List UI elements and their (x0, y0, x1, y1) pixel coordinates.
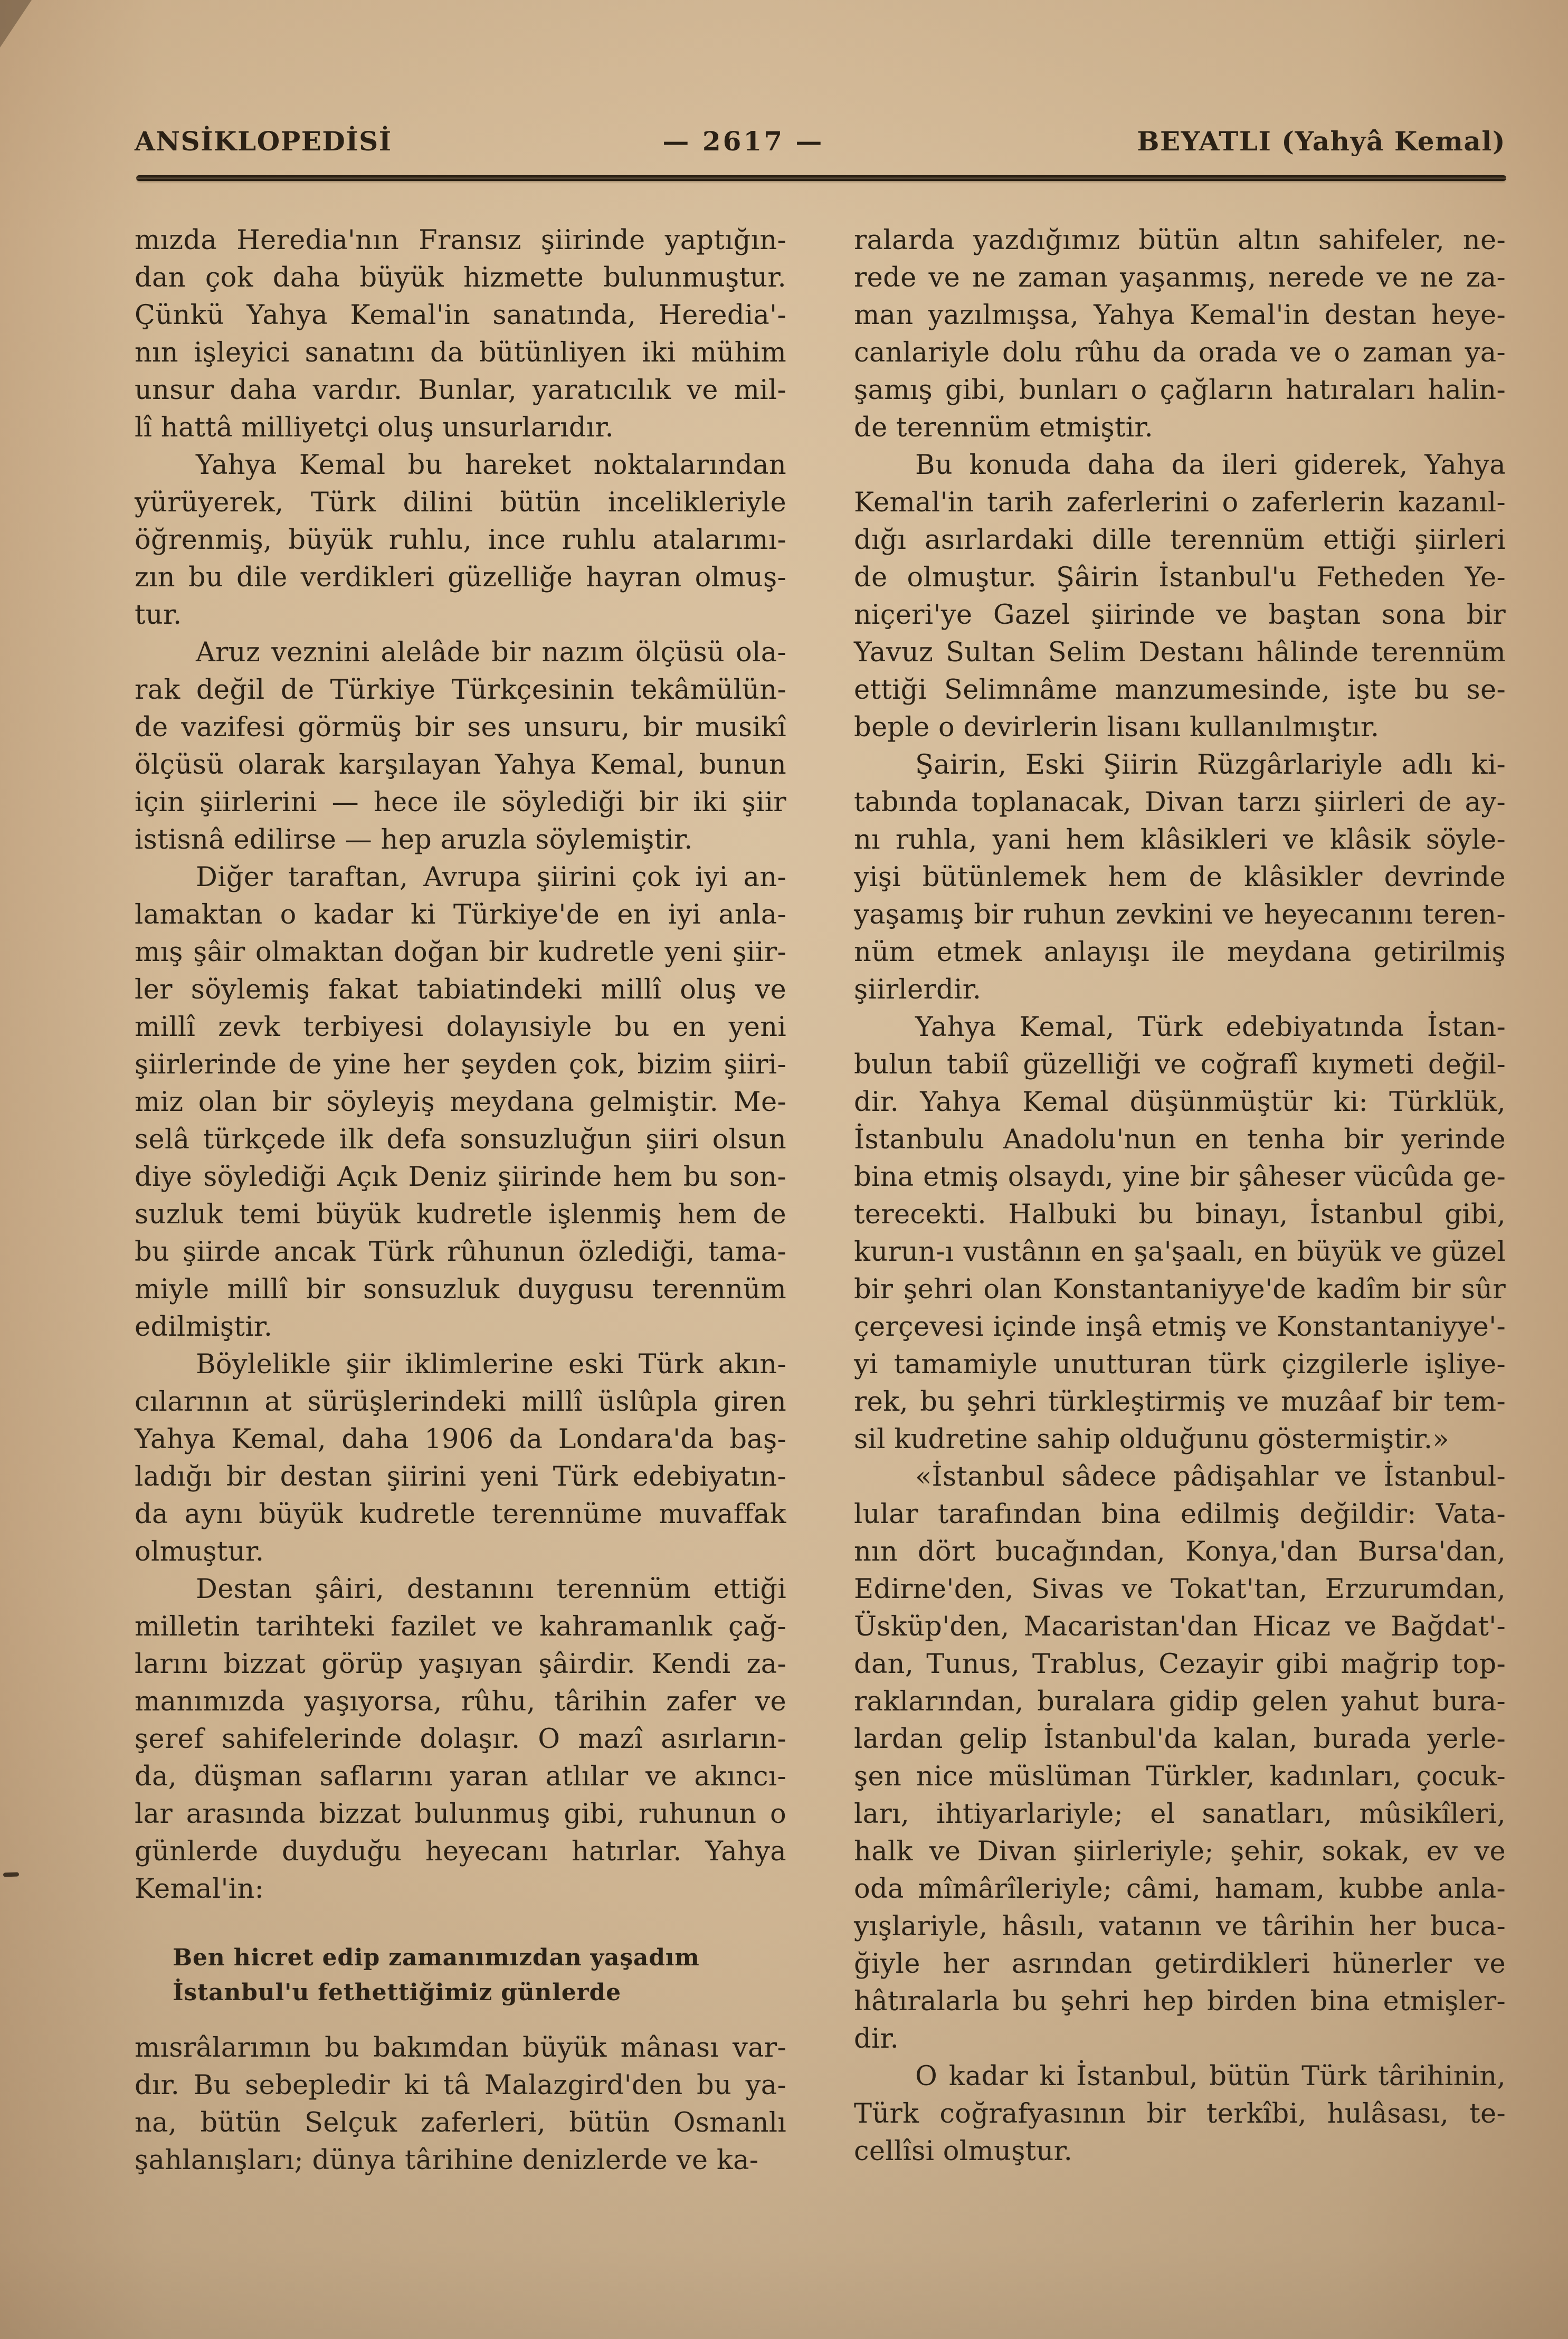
text-line: halk ve Divan şiirleriyle; şehir, sokak, ev ve (854, 1836, 1506, 1867)
text-line: şen nice müslüman Türkler, kadınları, çocuk- (854, 1761, 1506, 1792)
text-line: na, bütün Selçuk zaferleri, bütün Osmanlı (135, 2107, 786, 2138)
text-line: mızda Heredia'nın Fransız şiirinde yaptığın- (135, 225, 786, 256)
text-line: de olmuştur. Şâirin İstanbul'u Fetheden Ye- (854, 562, 1506, 593)
text-line: Şairin, Eski Şiirin Rüzgârlariyle adlı ki- (915, 749, 1506, 781)
text-line: cılarının at sürüşlerindeki millî üslûpla giren (135, 1386, 786, 1418)
text-line: tur. (135, 600, 182, 631)
text-line: de vazifesi görmüş bir ses unsuru, bir musikî (135, 712, 786, 743)
page-header (135, 126, 1506, 157)
text-line: terecekti. Halbuki bu binayı, İstanbul gibi, (854, 1199, 1506, 1230)
margin-mark (3, 1872, 19, 1877)
right-column (854, 222, 1506, 2179)
header-rule (136, 175, 1506, 181)
text-line: diye söylediği Açık Deniz şiirinde hem bu son- (135, 1162, 786, 1193)
text-line: tabında toplanacak, Divan tarzı şiirleri de ay- (854, 787, 1506, 818)
text-line: mısrâlarımın bu bakımdan büyük mânası var- (135, 2032, 786, 2064)
text-line: nın işleyici sanatını da bütünliyen iki mühim (135, 337, 786, 368)
text-line: dan, Tunus, Trablus, Cezayir gibi mağrip top- (854, 1649, 1506, 1680)
text-line: bir şehri olan Konstantaniyye'de kadîm bir sûr (854, 1274, 1506, 1305)
verse-line: Ben hicret edip zamanımızdan yaşadım (173, 1944, 700, 1971)
text-line: Destan şâiri, destanını terennüm ettiği (196, 1574, 786, 1605)
text-line: Diğer taraftan, Avrupa şiirini çok iyi an- (196, 862, 786, 893)
text-line: cellîsi olmuştur. (854, 2136, 1073, 2167)
text-line: dir. (854, 2023, 899, 2055)
text-line: hâtıralarla bu şehri hep birden bina etmişler- (854, 1986, 1506, 2017)
text-line: istisnâ edilirse — hep aruzla söylemiştir. (135, 824, 693, 855)
text-line: beple o devirlerin lisanı kullanılmıştır. (854, 712, 1380, 743)
text-line: manımızda yaşıyorsa, rûhu, târihin zafer ve (135, 1686, 786, 1717)
text-line: nın dört bucağından, Konya,'dan Bursa'dan, (854, 1536, 1506, 1567)
text-line: şeref sahifelerinde dolaşır. O mazî asırların- (135, 1724, 786, 1755)
text-line: günlerde duyduğu heyecanı hatırlar. Yahya (135, 1836, 786, 1867)
text-line: «İstanbul sâdece pâdişahlar ve İstanbul- (915, 1461, 1506, 1492)
text-line: suzluk temi büyük kudretle işlenmiş hem de (135, 1199, 786, 1230)
text-line: lardan gelip İstanbul'da kalan, burada yerle- (854, 1724, 1506, 1755)
text-line: dir. Yahya Kemal düşünmüştür ki: Türklük, (854, 1087, 1506, 1118)
page-number: — 2617 — (662, 126, 824, 157)
text-line: yişi bütünlemek hem de klâsikler devrinde (854, 862, 1506, 893)
text-line: yışlariyle, hâsılı, vatanın ve târihin her buca- (854, 1911, 1506, 1942)
text-line: ladığı bir destan şiirini yeni Türk edebiyatın- (135, 1461, 786, 1492)
scan-corner-artifact (0, 0, 32, 47)
text-line: Çünkü Yahya Kemal'in sanatında, Heredia'- (135, 300, 786, 331)
text-line: Edirne'den, Sivas ve Tokat'tan, Erzurumdan, (854, 1574, 1506, 1605)
text-body (135, 222, 1506, 2179)
text-line: oda mîmârîleriyle; câmi, hamam, kubbe anla- (854, 1874, 1506, 1905)
text-line: man yazılmışsa, Yahya Kemal'in destan heye- (854, 300, 1506, 331)
text-line: dır. Bu sebepledir ki tâ Malazgird'den bu ya- (135, 2070, 786, 2101)
text-line: bina etmiş olsaydı, yine bir şâheser vücûda ge- (854, 1162, 1506, 1193)
text-line: Yahya Kemal, daha 1906 da Londara'da baş- (135, 1424, 786, 1455)
text-line: şiirlerinde de yine her şeyden çok, bizim şiiri- (135, 1049, 786, 1080)
text-line: ler söylemiş fakat tabiatindeki millî oluş ve (135, 974, 786, 1005)
text-line: Aruz veznini alelâde bir nazım ölçüsü ola- (196, 637, 786, 668)
text-line: bu şiirde ancak Türk rûhunun özlediği, tama- (135, 1237, 786, 1268)
text-line: raklarından, buralara gidip gelen yahut bura- (854, 1686, 1506, 1717)
text-line: öğrenmiş, büyük ruhlu, ince ruhlu atalarımı- (135, 525, 786, 556)
text-line: millî zevk terbiyesi dolayısiyle bu en yeni (135, 1012, 786, 1043)
text-line: için şiirlerini — hece ile söylediği bir iki şiir (135, 787, 786, 818)
text-line: yaşamış bir ruhun zevkini ve heyecanını teren- (854, 899, 1506, 930)
text-line: Üsküp'den, Macaristan'dan Hicaz ve Bağdat'- (854, 1611, 1506, 1642)
text-line: miyle millî bir sonsuzluk duygusu terennüm (135, 1274, 786, 1305)
text-line: yi tamamiyle unutturan türk çizgilerle işliye- (854, 1349, 1506, 1380)
text-line: miz olan bir söyleyiş meydana gelmiştir. Me- (135, 1087, 786, 1118)
text-line: da, düşman saflarını yaran atlılar ve akıncı- (135, 1761, 786, 1792)
text-line: rak değil de Türkiye Türkçesinin tekâmülün- (135, 674, 786, 706)
text-line: mış şâir olmaktan doğan bir kudretle yeni şiir- (135, 937, 786, 968)
text-line: bulun tabiî güzelliği ve coğrafî kıymeti değil- (854, 1049, 1506, 1080)
text-line: selâ türkçede ilk defa sonsuzluğun şiiri olsun (135, 1124, 786, 1155)
text-line: dan çok daha büyük hizmette bulunmuştur. (135, 262, 786, 293)
text-line: unsur daha vardır. Bunlar, yaratıcılık ve mil- (135, 375, 786, 406)
text-line: milletin tarihteki fazilet ve kahramanlık çağ- (135, 1611, 786, 1642)
text-line: nüm etmek anlayışı ile meydana getirilmiş (854, 937, 1506, 968)
text-line: ölçüsü olarak karşılayan Yahya Kemal, bunun (135, 749, 786, 781)
text-line: dığı asırlardaki dille terennüm ettiği şiirleri (854, 525, 1506, 556)
encyclopedia-title: ANSİKLOPEDİSİ (135, 126, 392, 157)
text-line: çerçevesi içinde inşâ etmiş ve Konstantaniyye'- (854, 1311, 1506, 1343)
text-line: şamış gibi, bunları o çağların hatıraları halin- (854, 375, 1506, 406)
text-line: rek, bu şehri türkleştirmiş ve muzâaf bir tem- (854, 1386, 1506, 1418)
text-line: şiirlerdir. (854, 974, 982, 1005)
text-line: lî hattâ milliyetçi oluş unsurlarıdır. (135, 412, 614, 443)
text-line: larını bizzat görüp yaşıyan şâirdir. Kendi za- (135, 1649, 786, 1680)
text-line: rede ve ne zaman yaşanmış, nerede ve ne za- (854, 262, 1506, 293)
text-line: niçeri'ye Gazel şiirinde ve baştan sona bir (854, 600, 1506, 631)
text-line: Yavuz Sultan Selim Destanı hâlinde terennüm (854, 637, 1506, 668)
text-line: nı ruhla, yani hem klâsikleri ve klâsik söyle- (854, 824, 1506, 855)
text-line: olmuştur. (135, 1536, 264, 1567)
text-line: Kemal'in: (135, 1874, 264, 1905)
article-title: BEYATLI (Yahyâ Kemal) (1137, 126, 1506, 157)
text-line: da aynı büyük kudretle terennüme muvaffak (135, 1499, 786, 1530)
text-line: Kemal'in tarih zaferlerini o zaferlerin kazanıl- (854, 487, 1506, 518)
text-line: ettiği Selimnâme manzumesinde, işte bu se- (854, 674, 1506, 706)
text-line: lamaktan o kadar ki Türkiye'de en iyi anla- (135, 899, 786, 930)
text-line: sil kudretine sahip olduğunu göstermiştir.» (854, 1424, 1449, 1455)
text-line: Böylelikle şiir iklimlerine eski Türk akın- (196, 1349, 786, 1380)
text-line: Yahya Kemal, Türk edebiyatında İstan- (915, 1012, 1506, 1043)
verse-line: İstanbul'u fethettiğimiz günlerde (173, 1979, 621, 2006)
text-line: ları, ihtiyarlariyle; el sanatları, mûsikîleri, (854, 1799, 1506, 1830)
text-line: Yahya Kemal bu hareket noktalarından (196, 450, 786, 481)
left-column (135, 222, 786, 2179)
text-line: lar arasında bizzat bulunmuş gibi, ruhunun o (135, 1799, 786, 1830)
text-line: Bu konuda daha da ileri giderek, Yahya (915, 450, 1506, 481)
text-line: de terennüm etmiştir. (854, 412, 1154, 443)
text-line: lular tarafından bina edilmiş değildir: Vata- (854, 1499, 1506, 1530)
text-line: Türk coğrafyasının bir terkîbi, hulâsası, te- (854, 2098, 1506, 2129)
text-line: kurun-ı vustânın en şa'şaalı, en büyük ve güzel (854, 1237, 1506, 1268)
text-line: ralarda yazdığımız bütün altın sahifeler, ne- (854, 225, 1506, 256)
text-line: yürüyerek, Türk dilini bütün incelikleriyle (135, 487, 786, 518)
text-line: canlariyle dolu rûhu da orada ve o zaman ya- (854, 337, 1506, 368)
text-line: edilmiştir. (135, 1311, 273, 1343)
text-line: zın bu dile verdikleri güzelliğe hayran olmuş- (135, 562, 786, 593)
text-line: O kadar ki İstanbul, bütün Türk târihinin, (915, 2061, 1506, 2092)
text-line: İstanbulu Anadolu'nun en tenha bir yerinde (854, 1124, 1506, 1155)
text-line: şahlanışları; dünya târihine denizlerde ve ka- (135, 2145, 759, 2176)
text-line: ğiyle her asrından getirdikleri hünerler ve (854, 1948, 1506, 1980)
